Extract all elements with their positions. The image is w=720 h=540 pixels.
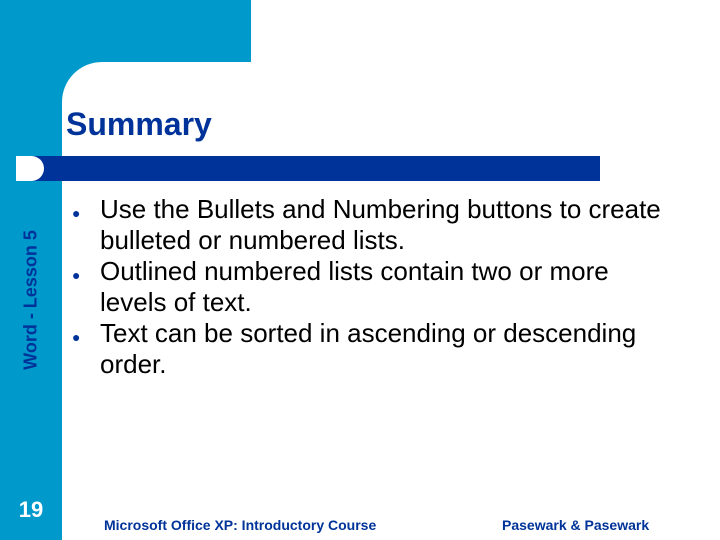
title-rule [30, 156, 600, 181]
bullet-item [72, 318, 672, 380]
bullet-dot-icon: ● [72, 329, 81, 345]
bullet-item [72, 256, 672, 318]
bullet-dot-icon: ● [72, 205, 81, 221]
bullet-text: Use the Bullets and Numbering buttons to create bulleted or numbered lists. [100, 194, 661, 255]
title-rule-cap [16, 156, 44, 181]
bullet-text: Text can be sorted in ascending or descending order. [100, 318, 637, 379]
top-accent-block [0, 0, 251, 62]
footer-course: Microsoft Office XP: Introductory Course [104, 517, 377, 533]
lesson-label: Word - Lesson 5 [20, 230, 41, 370]
slide-number: 19 [18, 497, 44, 522]
bullet-text: Outlined numbered lists contain two or more levels of text. [100, 256, 609, 317]
bullet-item [72, 194, 672, 256]
bullet-list [72, 194, 672, 380]
slide-title: Summary [66, 106, 212, 142]
footer-publisher: Pasewark & Pasewark [502, 517, 650, 533]
bullet-dot-icon: ● [72, 267, 81, 283]
